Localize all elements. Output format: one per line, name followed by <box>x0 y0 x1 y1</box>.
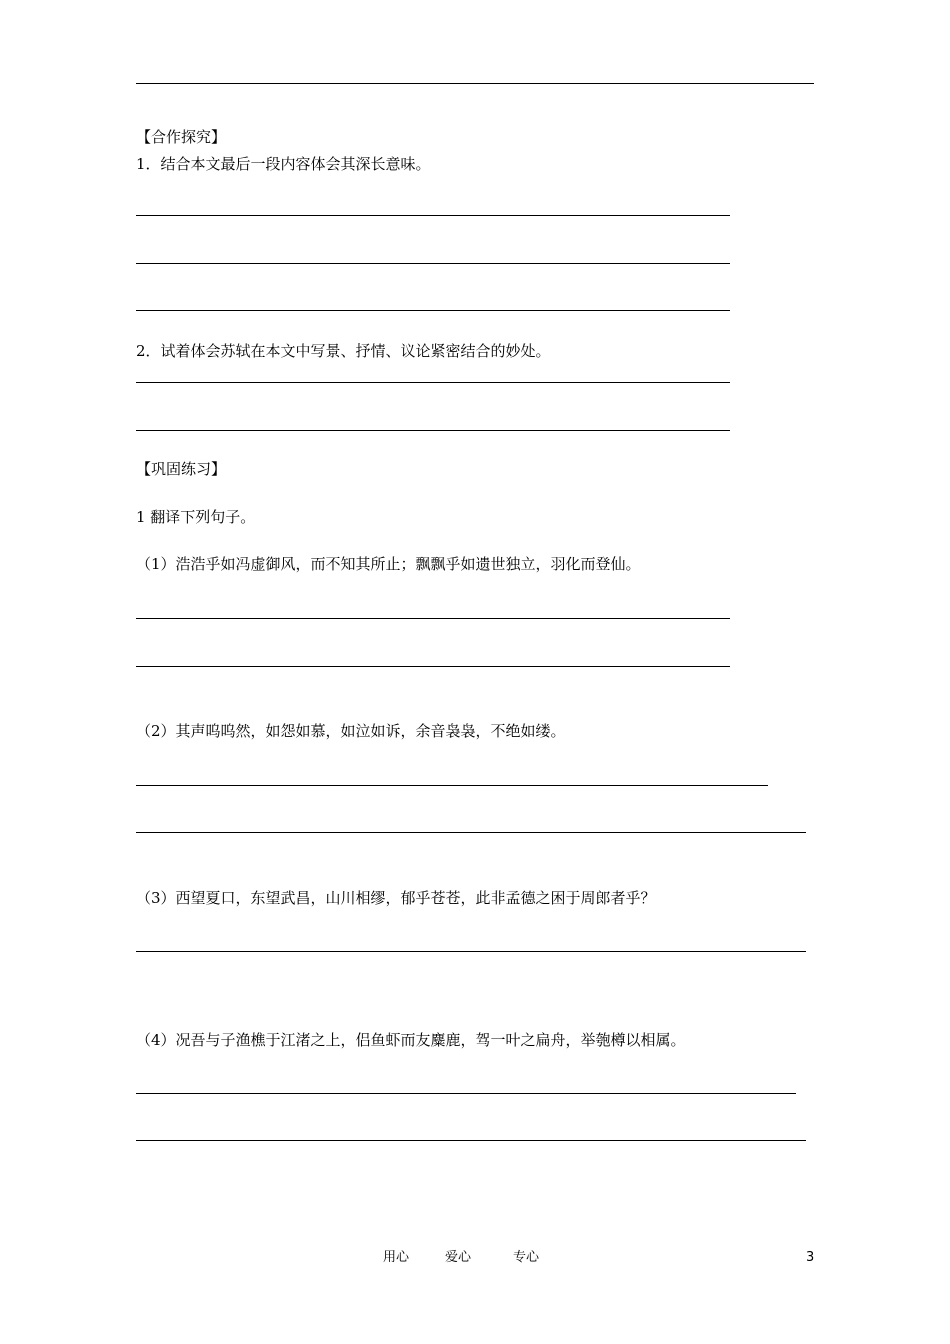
footer-motto-2: 爱心 <box>445 1250 472 1265</box>
translation-instruction: 1 翻译下列句子。 <box>136 508 256 526</box>
translation-item-4: （4）况吾与子渔樵于江渚之上，侣鱼虾而友麋鹿，驾一叶之扁舟，举匏樽以相属。 <box>136 1031 686 1049</box>
section-heading-cooperative-inquiry: 【合作探究】 <box>136 128 227 146</box>
translation-item-2: （2）其声呜呜然，如怨如慕，如泣如诉，余音袅袅，不绝如缕。 <box>136 722 566 740</box>
question-2: 2．试着体会苏轼在本文中写景、抒情、议论紧密结合的妙处。 <box>136 342 551 360</box>
footer-motto-3: 专心 <box>513 1250 540 1265</box>
answer-line[interactable] <box>136 310 730 311</box>
page-number: 3 <box>806 1250 815 1265</box>
answer-line[interactable] <box>136 263 730 264</box>
translation-item-3: （3）西望夏口，东望武昌，山川相缪，郁乎苍苍，此非孟德之困于周郎者乎？ <box>136 889 656 907</box>
section-heading-consolidation-practice: 【巩固练习】 <box>136 460 227 478</box>
question-1: 1．结合本文最后一段内容体会其深长意味。 <box>136 155 431 173</box>
answer-line[interactable] <box>136 215 730 216</box>
answer-line[interactable] <box>136 951 806 952</box>
answer-line[interactable] <box>136 832 806 833</box>
answer-line[interactable] <box>136 666 730 667</box>
answer-line[interactable] <box>136 1093 796 1094</box>
answer-line[interactable] <box>136 1140 806 1141</box>
answer-line[interactable] <box>136 382 730 383</box>
answer-line[interactable] <box>136 430 730 431</box>
header-rule <box>136 83 814 84</box>
answer-line[interactable] <box>136 618 730 619</box>
footer-motto-1: 用心 <box>383 1250 410 1265</box>
answer-line[interactable] <box>136 785 768 786</box>
translation-item-1: （1）浩浩乎如冯虚御风，而不知其所止；飘飘乎如遗世独立，羽化而登仙。 <box>136 555 641 573</box>
